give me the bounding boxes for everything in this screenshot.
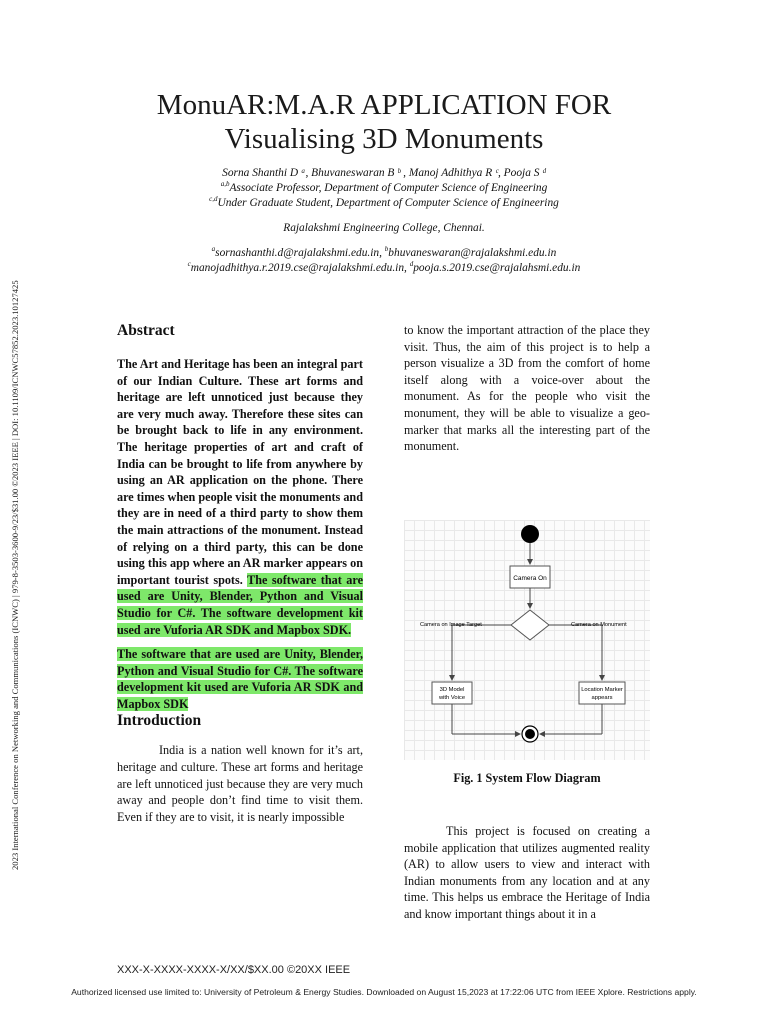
start-node — [521, 525, 539, 543]
figure-caption: Fig. 1 System Flow Diagram — [453, 771, 601, 785]
email-c-sup: c — [187, 260, 191, 269]
affiliation-cd-text: Under Graduate Student, Department of Computer Science of Engineering — [217, 197, 559, 209]
end-node — [525, 729, 535, 739]
right-column-paragraph: to know the important attraction of the place they visit. Thus, the aim of this project is to help a person visualize a 3D from the comfort of home itself along with a voice-over about the monument. As for the people who visit the monument, they will be able to visualize a geo-marker that marks all the interesting part of the monument. — [404, 323, 650, 454]
email-a-sup: a — [211, 245, 216, 254]
affiliation-cd-sup: c,d — [209, 195, 218, 204]
right-column — [404, 322, 650, 455]
affiliation-students — [100, 196, 668, 211]
abstract-paragraph — [117, 356, 363, 638]
affiliation-professors — [100, 181, 668, 196]
college-name: Rajalakshmi Engineering College, Chennai. — [283, 222, 485, 234]
copyright-line: XXX-X-XXXX-XXXX-X/XX/$XX.00 ©20XX IEEE — [117, 964, 351, 976]
model-label-1: 3D Model — [439, 687, 465, 693]
affiliation-ab-text: Associate Professor, Department of Computer Science of Engineering — [229, 182, 548, 194]
camera-on-label: Camera On — [513, 575, 547, 582]
branch-right-label: Camera on Monument — [571, 622, 627, 628]
emails-line-2 — [100, 261, 668, 276]
author-block — [100, 166, 668, 276]
email-d-sup: d — [409, 260, 414, 269]
email-b: bhuvaneswaran@rajalakshmi.edu.in — [388, 247, 557, 259]
system-flow-diagram — [404, 520, 650, 760]
abstract-highlight-paragraph — [117, 646, 363, 712]
right-bottom-paragraph: This project is focused on creating a mobile application that utilizes augmented reality (AR) to allow users to view and interact with Indian monuments from any location and at any time. This helps us embrace the Heritage of India and know important things about it in a — [404, 824, 650, 921]
email-d: pooja.s.2019.cse@rajalahsmi.edu.in — [413, 262, 581, 274]
abstract-highlight-2: The software that are used are Unity, Blender, Python and Visual Studio for C#. The software development kit used are Vuforia AR SDK and Mapbox SDK — [117, 647, 363, 711]
marker-label-1: Location Marker — [581, 687, 623, 693]
email-b-sup: b — [384, 245, 389, 254]
doi-sidebar-note: 2023 International Conference on Networking and Communications (ICNWC) | 979-8-3503-3600-9/23/$31.00 ©2023 IEEE | DOI: 10.1109/ICNWC57852.2023.10127425 — [10, 280, 20, 870]
email-a: sornashanthi.d@rajalakshmi.edu.in, — [215, 247, 385, 259]
email-c: manojadhithya.r.2019.cse@rajalakshmi.edu.in, — [190, 262, 410, 274]
abstract-text: The Art and Heritage has been an integral part of our Indian Culture. These art forms and heritage are left unnoticed just because they are very much away. Therefore these sites can be brought back to life in any environment. The heritage properties of art and craft of India can be brought to life from anywhere by using an AR application on the phone. There are times when people visit the monuments and they are in need of a third party to show them the main attractions of the monument. Instead of relying on a third party, this can be done using this app where an AR marker appears on important tourist spots. — [117, 357, 363, 587]
introduction-heading: Introduction — [117, 712, 202, 730]
abstract-heading: Abstract — [117, 322, 175, 339]
marker-label-2: appears — [591, 695, 613, 701]
decision-diamond — [511, 610, 549, 640]
model-label-2: with Voice — [438, 695, 466, 701]
title-line-1: MonuAR:M.A.R APPLICATION FOR — [156, 89, 612, 121]
paper-title — [100, 88, 668, 156]
branch-left-label: Camera on Image Target — [420, 622, 482, 628]
right-bottom-block — [404, 823, 650, 923]
emails-line-1 — [100, 246, 668, 261]
left-column — [117, 322, 363, 825]
title-line-2: Visualising 3D Monuments — [224, 123, 544, 155]
author-names: Sorna Shanthi D ᵃ, Bhuvaneswaran B ᵇ , Manoj Adhithya R ᶜ, Pooja S ᵈ — [222, 167, 546, 179]
abstract-highlight-1: The software that are used are Unity, Blender, Python and Visual Studio for C#. The software development kit used are Vuforia AR SDK and Mapbox SDK. — [117, 572, 363, 637]
introduction-paragraph: India is a nation well known for it’s art, heritage and culture. These art forms and heritage are left unnoticed just because they are very much away and people don’t find time to visit them. Even if they are to visit, it is nearly impossible — [117, 743, 363, 824]
license-footer: Authorized licensed use limited to: University of Petroleum & Energy Studies. Downloaded on August 15,2023 at 17:22:06 UTC from IEEE Xplore. Restrictions apply. — [71, 987, 697, 997]
affiliation-ab-sup: a,b — [220, 180, 230, 189]
flow-diagram-svg — [404, 520, 650, 760]
